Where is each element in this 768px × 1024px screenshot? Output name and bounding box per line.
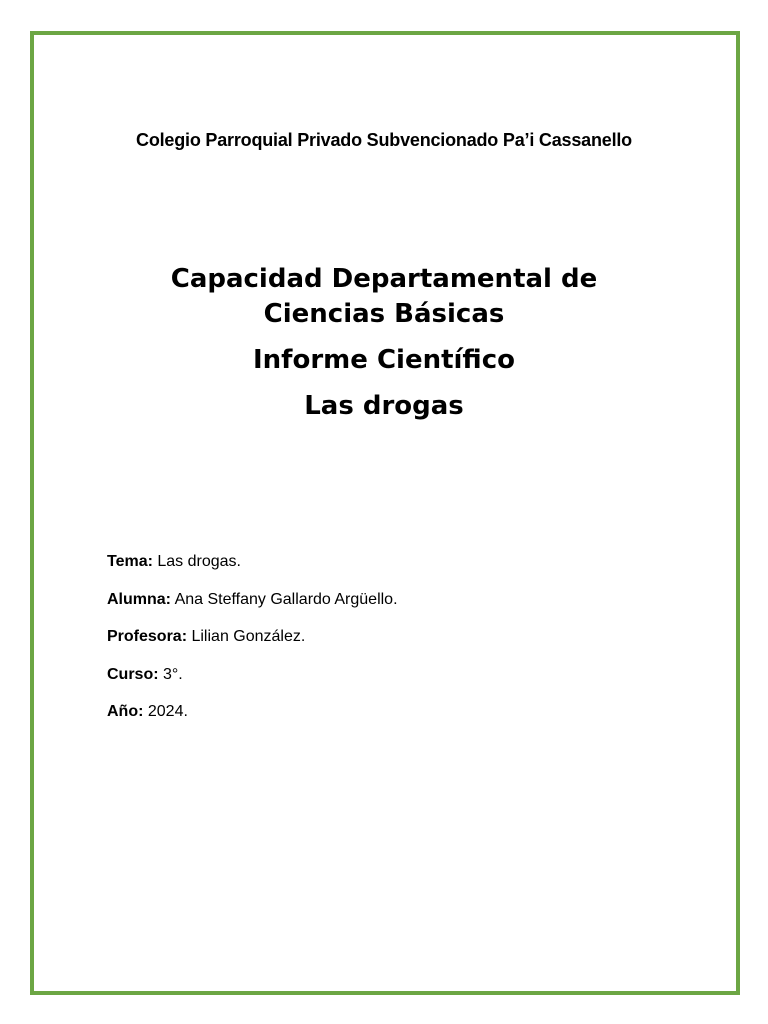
- info-row-ano: [107, 700, 398, 738]
- info-row-tema: [107, 550, 398, 588]
- subtitle: Informe Científico: [253, 345, 515, 375]
- topic-title: Las drogas: [304, 391, 464, 421]
- page-border: [30, 31, 740, 995]
- info-label: Profesora:: [107, 628, 188, 645]
- info-row-curso: [107, 663, 398, 701]
- title-line-2: Ciencias Básicas: [263, 299, 505, 329]
- info-value: 3°.: [158, 665, 183, 683]
- info-value: 2024.: [143, 703, 188, 720]
- title-block: [0, 262, 768, 424]
- info-label: Año:: [107, 703, 144, 720]
- info-label: Curso:: [107, 665, 159, 683]
- info-label: Alumna:: [107, 590, 171, 608]
- info-row-profesora: [107, 625, 398, 663]
- info-value: Lilian González.: [187, 628, 306, 645]
- school-name: Colegio Parroquial Privado Subvencionado Pa’i Cassanello: [136, 130, 632, 150]
- info-value: Ana Steffany Gallardo Argüello.: [171, 590, 398, 608]
- info-list: [107, 550, 398, 738]
- info-row-alumna: [107, 588, 398, 626]
- title-line-1: Capacidad Departamental de: [170, 264, 598, 294]
- info-label: Tema:: [107, 553, 153, 570]
- info-value: Las drogas.: [152, 553, 241, 570]
